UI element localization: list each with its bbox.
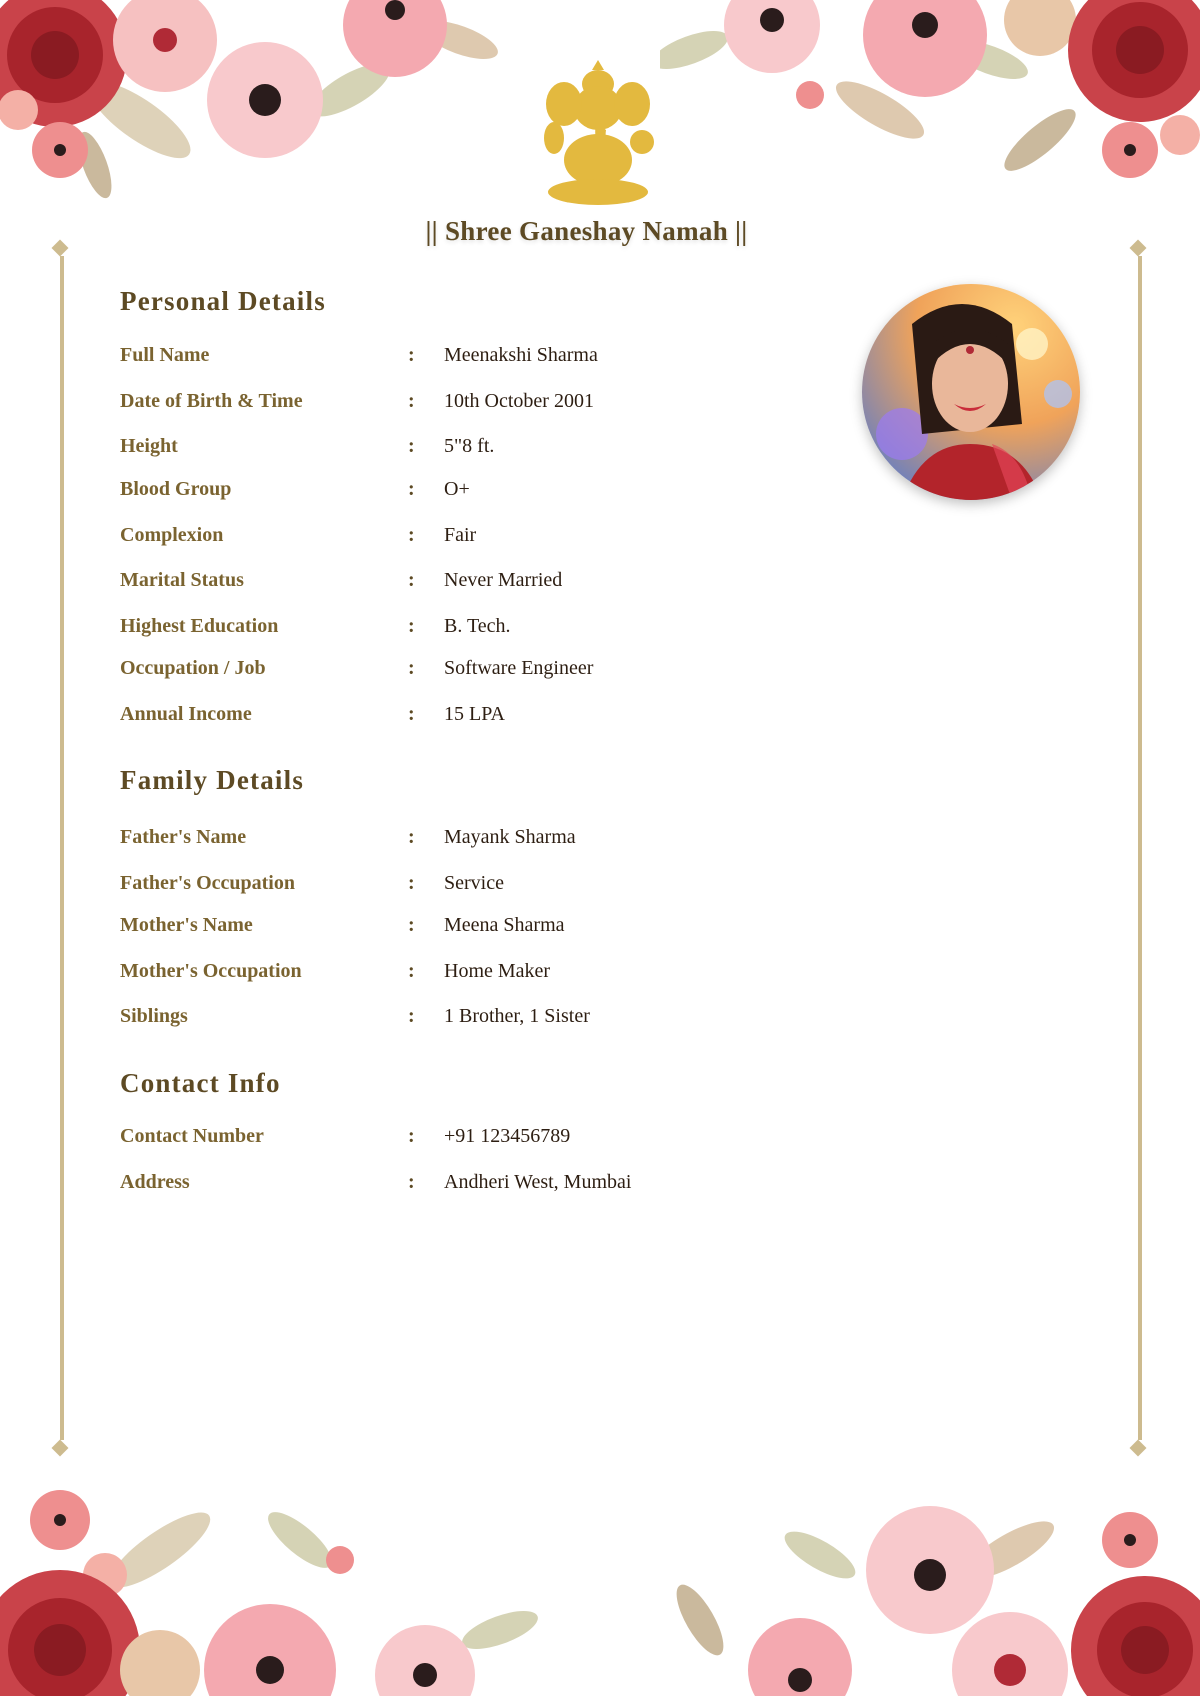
detail-value: Andheri West, Mumbai: [444, 1171, 632, 1193]
detail-label: Marital Status: [120, 569, 244, 591]
border-rail-right: [1138, 256, 1142, 1440]
detail-value: Never Married: [444, 569, 563, 591]
detail-value: Mayank Sharma: [444, 826, 576, 848]
detail-label: Father's Occupation: [120, 872, 295, 894]
detail-label: Height: [120, 435, 178, 457]
detail-row: [120, 615, 1020, 647]
separator: :: [408, 826, 415, 848]
detail-value: 1 Brother, 1 Sister: [444, 1005, 590, 1027]
floral-decoration-top-right: [660, 0, 1200, 210]
detail-row: [120, 344, 1020, 376]
detail-label: Complexion: [120, 524, 224, 546]
detail-value: Home Maker: [444, 960, 551, 982]
detail-label: Contact Number: [120, 1125, 264, 1147]
separator: :: [408, 615, 415, 637]
invocation-heading: || Shree Ganeshay Namah ||: [425, 216, 748, 246]
section-title-contact: Contact Info: [120, 1068, 281, 1098]
detail-row: [120, 524, 1020, 556]
detail-label: Blood Group: [120, 478, 232, 500]
separator: :: [408, 1171, 415, 1193]
floral-decoration-bottom-left: [0, 1480, 540, 1696]
detail-label: Siblings: [120, 1005, 188, 1027]
detail-row: [120, 390, 1020, 422]
ganesha-icon: [542, 60, 654, 206]
detail-value: B. Tech.: [444, 615, 511, 637]
separator: :: [408, 1125, 415, 1147]
detail-label: Occupation / Job: [120, 657, 266, 679]
detail-value: Software Engineer: [444, 657, 594, 679]
separator: :: [408, 1005, 415, 1027]
detail-label: Annual Income: [120, 703, 252, 725]
detail-row: [120, 872, 1020, 904]
detail-row: [120, 478, 1020, 510]
separator: :: [408, 703, 415, 725]
separator: :: [408, 478, 415, 500]
separator: :: [408, 657, 415, 679]
detail-label: Father's Name: [120, 826, 247, 848]
detail-value: Fair: [444, 524, 477, 546]
detail-value: +91 123456789: [444, 1125, 571, 1147]
separator: :: [408, 569, 415, 591]
detail-label: Mother's Name: [120, 914, 253, 936]
detail-value: 15 LPA: [444, 703, 505, 725]
detail-row: [120, 1125, 1020, 1157]
detail-row: [120, 569, 1020, 601]
detail-row: [120, 1171, 1020, 1203]
separator: :: [408, 960, 415, 982]
border-rail-left: [60, 256, 64, 1440]
detail-row: [120, 826, 1020, 858]
detail-value: Service: [444, 872, 504, 894]
detail-label: Mother's Occupation: [120, 960, 302, 982]
separator: :: [408, 914, 415, 936]
detail-row: [120, 960, 1020, 992]
separator: :: [408, 524, 415, 546]
detail-label: Highest Education: [120, 615, 279, 637]
detail-value: 10th October 2001: [444, 390, 594, 412]
detail-value: Meena Sharma: [444, 914, 565, 936]
section-title-personal: Personal Details: [120, 286, 326, 316]
detail-row: [120, 914, 1020, 946]
detail-label: Full Name: [120, 344, 210, 366]
detail-value: O+: [444, 478, 470, 500]
separator: :: [408, 390, 415, 412]
detail-label: Date of Birth & Time: [120, 390, 303, 412]
detail-row: [120, 703, 1020, 735]
detail-row: [120, 1005, 1020, 1037]
detail-label: Address: [120, 1171, 190, 1193]
floral-decoration-bottom-right: [660, 1480, 1200, 1696]
separator: :: [408, 344, 415, 366]
separator: :: [408, 872, 415, 894]
detail-row: [120, 657, 1020, 689]
section-title-family: Family Details: [120, 765, 305, 795]
separator: :: [408, 435, 415, 457]
detail-value: 5"8 ft.: [444, 435, 495, 457]
detail-row: [120, 435, 1020, 467]
floral-decoration-top-left: [0, 0, 540, 210]
detail-value: Meenakshi Sharma: [444, 344, 598, 366]
